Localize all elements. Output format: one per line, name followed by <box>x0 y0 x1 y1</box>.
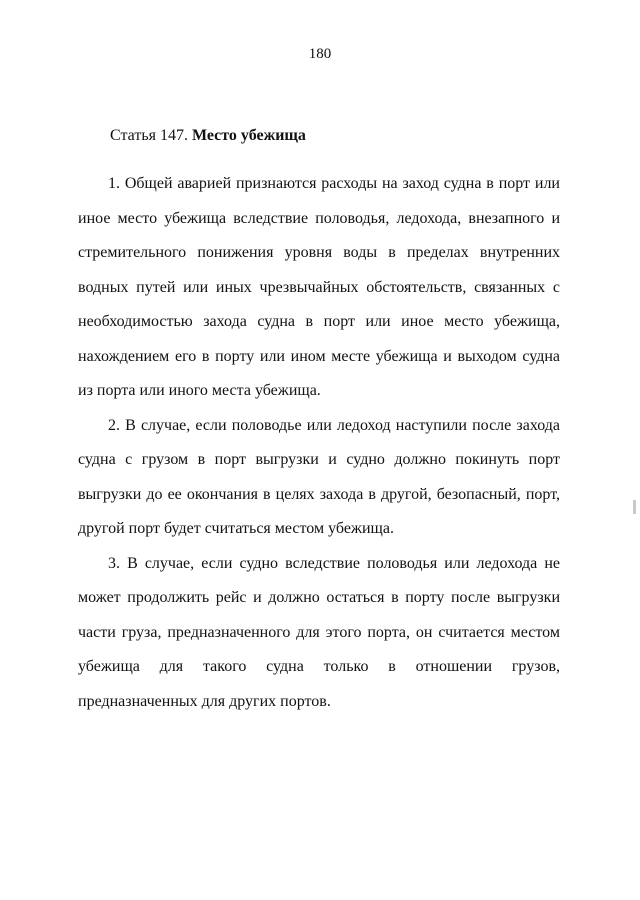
paragraph-1: 1. Общей аварией признаются расходы на заход судна в порт или иное место убежища вследствие половодья, ледохода, внезапного и стремительного понижения уровня воды в пределах внутренних водных путей или иных чрезвычайных обстоятельств, связанных с необходимостью захода судна в порт или иное место убежища, нахождением его в порту или ином месте убежища и выходом судна из порта или иного места убежища. <box>78 175 560 399</box>
paragraph-3: 3. В случае, если судно вследствие половодья или ледохода не может продолжить рейс и должно остаться в порту после выгрузки части груза, предназначенного для этого порта, он считается местом убежища для такого судна только в отношении грузов, предназначенных для других портов. <box>78 554 560 710</box>
article-title: Место убежища <box>191 127 306 144</box>
paragraph-2: 2. В случае, если половодье или ледоход наступили после захода судна с грузом в порт выгрузки и судно должно покинуть порт выгрузки до ее окончания в целях захода в другой, безопасный, порт, другой порт будет считаться местом убежища. <box>78 416 560 537</box>
page-number: 180 <box>308 46 332 62</box>
scan-edge-mark <box>633 500 636 514</box>
article-label: Статья 147. <box>110 127 188 144</box>
article-body <box>78 167 560 719</box>
article-heading <box>110 127 306 145</box>
